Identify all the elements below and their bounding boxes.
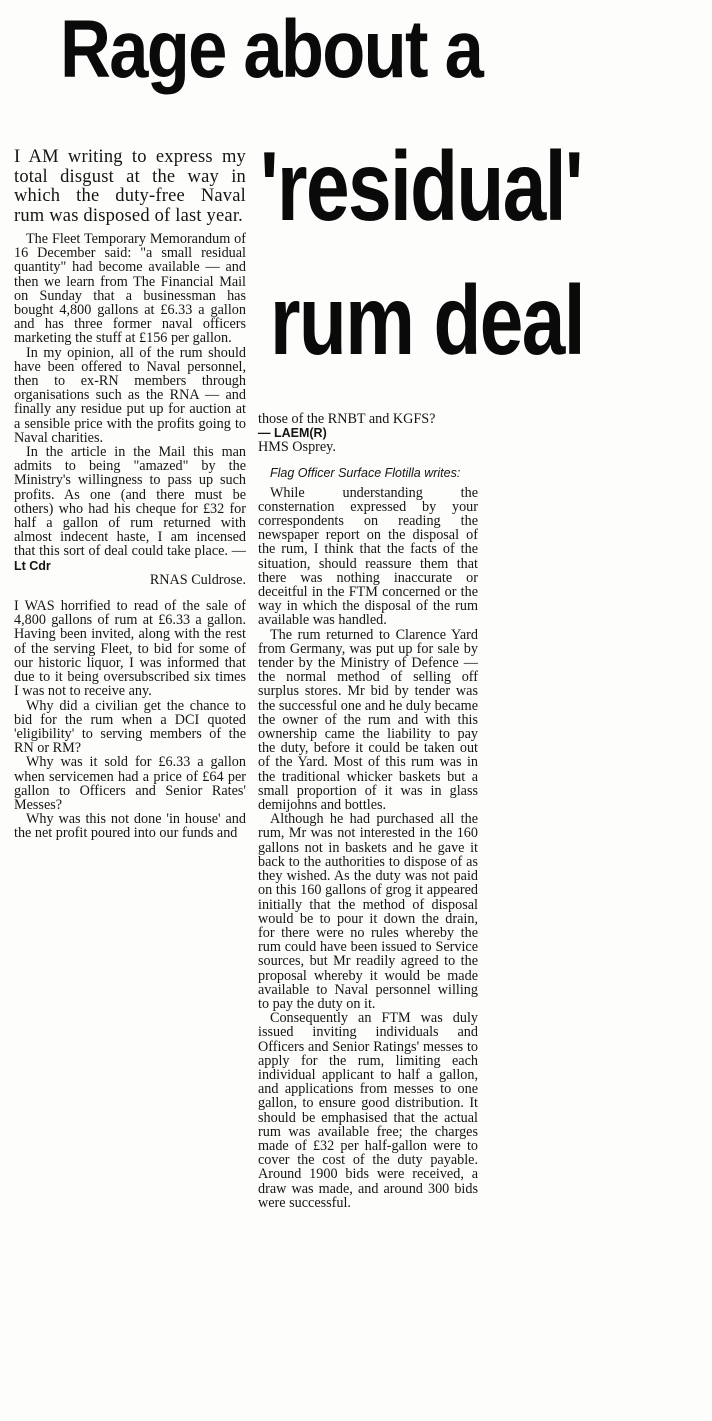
letter2-paragraph: Why did a civilian get the chance to bid for the rum when a DCI quoted 'eligibility' to serving members of the RN or RM?	[14, 697, 246, 757]
letter1-paragraph: In the article in the Mail this man admits to being "amazed" by the Ministry's willingness to pass up such profits. As one (and there must be others) who had his cheque for £32 for half a gallon of rum returned with almost indecent haste, I am incensed that this sort of deal could take place. — Lt Cdr	[14, 444, 246, 573]
letter2-paragraph: Why was it sold for £6.33 a gallon when servicemen had a price of £64 per gallon to Officers and Senior Rates' Messes?	[14, 754, 246, 813]
letter2-paragraph: I WAS horrified to read of the sale of 4,800 gallons of rum at £6.33 a gallon. Having been invited, along with the rest of the serving Fleet, to bid for some of our historic liquor, I was informed that due to it being oversubscribed six times I was not to receive any.	[14, 598, 246, 700]
headline-line-3: rum deal	[270, 265, 584, 375]
letter1-lead: I AM writing to express my total disgust at the way in which the duty-free Naval rum was disposed of last year.	[14, 147, 246, 226]
letter1-paragraph: In my opinion, all of the rum should have been offered to Naval personnel, then to ex-RN members through organisations such as the RNA — and finally any residue put up for auction at a sensible price with the profits going to Naval charities.	[14, 344, 246, 446]
letter1-location: RNAS Culdrose.	[149, 571, 246, 588]
headline-line-2: 'residual'	[260, 131, 582, 241]
letter2-paragraph: Why was this not done 'in house' and the net profit poured into our funds and	[14, 811, 246, 842]
letter2-signature: — LAEM(R)	[258, 426, 327, 441]
column-right	[258, 412, 478, 1210]
reply-intro: Flag Officer Surface Flotilla writes:	[270, 465, 461, 480]
reply-paragraph: The rum returned to Clarence Yard from Germany, was put up for sale by tender by the Ministry of Defence — the normal method of selling off surplus stores. Mr bid by tender was the successful one and he duly became the owner of the rum and with this ownership came the liability to pay the duty, before it could be taken out of the Yard. Most of this rum was in the traditional whicker baskets but a small proportion of it was in glass demijohns and bottles.	[258, 626, 478, 814]
letter1-signature: Lt Cdr	[14, 558, 51, 573]
column-left	[14, 148, 246, 841]
reply-paragraph: Although he had purchased all the rum, Mr was not interested in the 160 gallons not in baskets and he gave it back to the authorities to dispose of as they wished. As the duty was not paid on this 160 gallons of grog it appeared initially that the method of disposal would be to pour it down the drain, for there were no rules whereby the rum could have been issued to Service sources, but Mr readily agreed to the proposal whereby it would be made available to Naval personnel willing to pay the duty on it.	[258, 811, 478, 1012]
reply-paragraph: Consequently an FTM was duly issued inviting individuals and Officers and Senior Ratings' messes to apply for the rum, limiting each individual applicant to half a gallon, and applications from messes to one gallon, to ensure good distribution. It should be emphasised that the actual rum was available free; the charges made of £32 per half-gallon were to cover the cost of the duty payable. Around 1900 bids were received, a draw was made, and around 300 bids were successful.	[258, 1010, 478, 1211]
letter1-paragraph: The Fleet Temporary Memorandum of 16 December said: "a small residual quantity" had become available — and then we learn from The Financial Mail on Sunday that a businessman has bought 4,800 gallons at £6.33 a gallon and has three former naval officers marketing the stuff at £156 per gallon.	[14, 231, 246, 347]
letter2-continuation: those of the RNBT and KGFS?	[258, 411, 436, 427]
letter2-location: HMS Osprey.	[258, 439, 336, 456]
headline-line-1: Rage about a	[60, 4, 483, 95]
reply-paragraph: While understanding the consternation expressed by your correspondents on reading the newspaper report on the disposal of the rum, I think that the facts of the situation, should reassure them that there was nothing inaccurate or deceitful in the FTM concerned or the way in which the disposal of the rum available was handled.	[258, 484, 478, 629]
